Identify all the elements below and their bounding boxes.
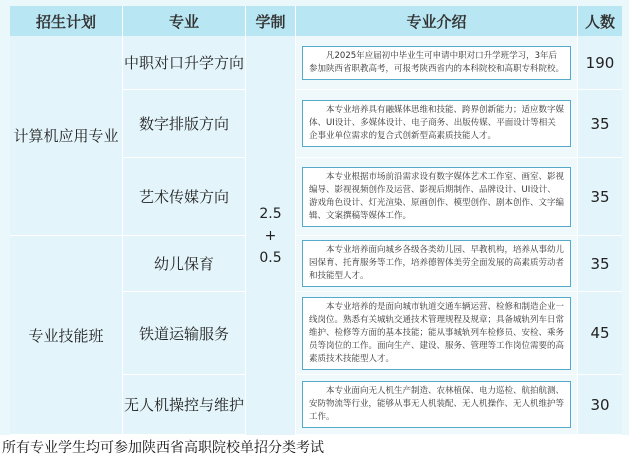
major-cell: 艺术传媒方向 — [123, 158, 246, 236]
header-intro: 专业介绍 — [296, 6, 578, 36]
intro-text: 本专业面向无人机生产制造、农林植保、电力巡检、航拍航测、安防物流等行业，能够从事无人机装配、无人机操作、无人机维护等工作。 — [302, 381, 571, 428]
major-cell: 数字排版方向 — [123, 90, 246, 158]
count-cell: 190 — [578, 36, 622, 90]
major-cell: 铁道运输服务 — [123, 292, 246, 375]
table-header-row — [10, 6, 622, 36]
major-cell: 无人机操控与维护 — [123, 375, 246, 435]
intro-cell — [296, 36, 578, 90]
plan-computer-application: 计算机应用专业 — [10, 36, 123, 236]
header-plan: 招生计划 — [10, 6, 123, 36]
major-cell: 中职对口升学方向 — [123, 36, 246, 90]
intro-cell — [296, 292, 578, 375]
count-cell: 35 — [578, 158, 622, 236]
intro-text: 本专业培养具有融媒体思维和技能、跨界创新能力；适应数字媒体、UI设计、多媒体设计、电子商务、出版传媒、平面设计等相关企事业单位需求的复合式创新型高素质技能人才。 — [302, 100, 571, 147]
intro-cell — [296, 236, 578, 292]
intro-cell — [296, 375, 578, 435]
intro-text: 本专业培养的是面向城市轨道交通车辆运营、检修和制造企业一线岗位。熟悉有关城轨交通技术管理规程及规章；具备城轨列车日常维护、检修等方面的基本技能；能从事城轨列车检修员、安检、乘务员等岗位的工作。面向生产、建设、服务、管理等工作岗位需要的高素质技术技能型人才。 — [302, 297, 571, 370]
admission-plan-table — [10, 6, 622, 435]
count-cell: 30 — [578, 375, 622, 435]
header-schooling: 学制 — [246, 6, 296, 36]
intro-text: 凡2025年应届初中毕业生可申请中职对口升学班学习，3年后参加陕西省职教高考，可报考陕西省内的本科院校和高职专科院校。 — [302, 46, 571, 80]
count-cell: 35 — [578, 90, 622, 158]
schooling-cell — [246, 36, 296, 435]
intro-cell — [296, 158, 578, 236]
table-row — [10, 36, 622, 90]
major-cell: 幼儿保育 — [123, 236, 246, 292]
schooling-value: 2.5 + 0.5 — [259, 205, 282, 266]
footer-note: 所有专业学生均可参加陕西省高职院校单招分类考试 — [2, 440, 324, 456]
intro-cell — [296, 90, 578, 158]
header-count: 人数 — [578, 6, 622, 36]
header-major: 专业 — [123, 6, 246, 36]
count-cell: 35 — [578, 236, 622, 292]
plan-skill-class: 专业技能班 — [10, 236, 123, 435]
count-cell: 45 — [578, 292, 622, 375]
intro-text: 本专业根据市场前沿需求设有数字媒体艺术工作室、画室、影视编导、影视视频创作及运营、影视后期制作、品牌设计、UI设计、游戏角色设计、灯光渲染、原画创作、模型创作、剧本创作、文字编辑、文案撰稿等媒体工作。 — [302, 167, 571, 227]
intro-text: 本专业培养面向城乡各级各类幼儿园、早教机构，培养从事幼儿园保育、托育服务等工作，培养德智体美劳全面发展的高素质劳动者和技能型人才。 — [302, 240, 571, 287]
table-row — [10, 236, 622, 292]
